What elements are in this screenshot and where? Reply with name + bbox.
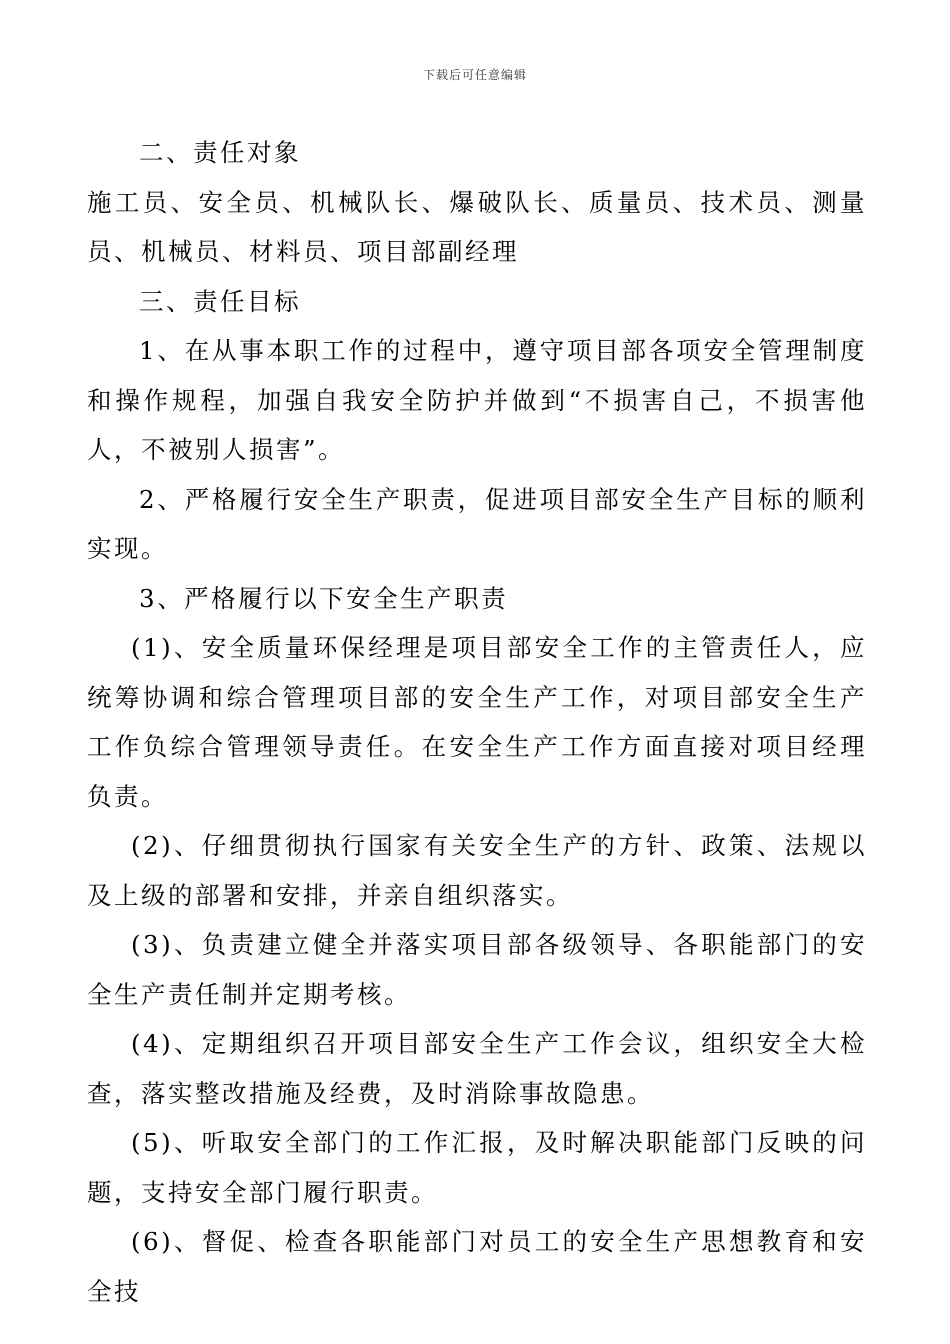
paragraph-goal-2: 2、严格履行安全生产职责，促进项目部安全生产目标的顺利实现。 [87, 484, 867, 563]
paragraph-duty-4: (4)、定期组织召开项目部安全生产工作会议，组织安全大检查，落实整改措施及经费，及时消除事故隐患。 [87, 1029, 867, 1108]
section-heading-responsibility-goals: 三、责任目标 [139, 286, 301, 316]
document-body [87, 128, 867, 1316]
paragraph-duty-1: (1)、安全质量环保经理是项目部安全工作的主管责任人，应统筹协调和综合管理项目部的安全生产工作，对项目部安全生产工作负综合管理领导责任。在安全生产工作方面直接对项目经理负责。 [87, 633, 867, 811]
paragraph-target-list: 施工员、安全员、机械队长、爆破队长、质量员、技术员、测量员、机械员、材料员、项目部副经理 [87, 187, 867, 266]
section-heading-responsibility-targets: 二、责任对象 [139, 138, 301, 167]
paragraph-goal-3: 3、严格履行以下安全生产职责 [139, 583, 509, 613]
paragraph-duty-5: (5)、听取安全部门的工作汇报，及时解决职能部门反映的问题，支持安全部门履行职责。 [87, 1128, 867, 1207]
paragraph-duty-3: (3)、负责建立健全并落实项目部各级领导、各职能部门的安全生产责任制并定期考核。 [87, 930, 867, 1009]
paragraph-duty-2: (2)、仔细贯彻执行国家有关安全生产的方针、政策、法规以及上级的部署和安排，并亲自组织落实。 [87, 831, 867, 910]
paragraph-duty-6: (6)、督促、检查各职能部门对员工的安全生产思想教育和安全技 [87, 1227, 867, 1306]
paragraph-goal-1: 1、在从事本职工作的过程中，遵守项目部各项安全管理制度和操作规程，加强自我安全防护并做到“不损害自己，不损害他人，不被别人损害”。 [87, 336, 867, 464]
page-header: 下载后可任意编辑 [422, 68, 527, 82]
